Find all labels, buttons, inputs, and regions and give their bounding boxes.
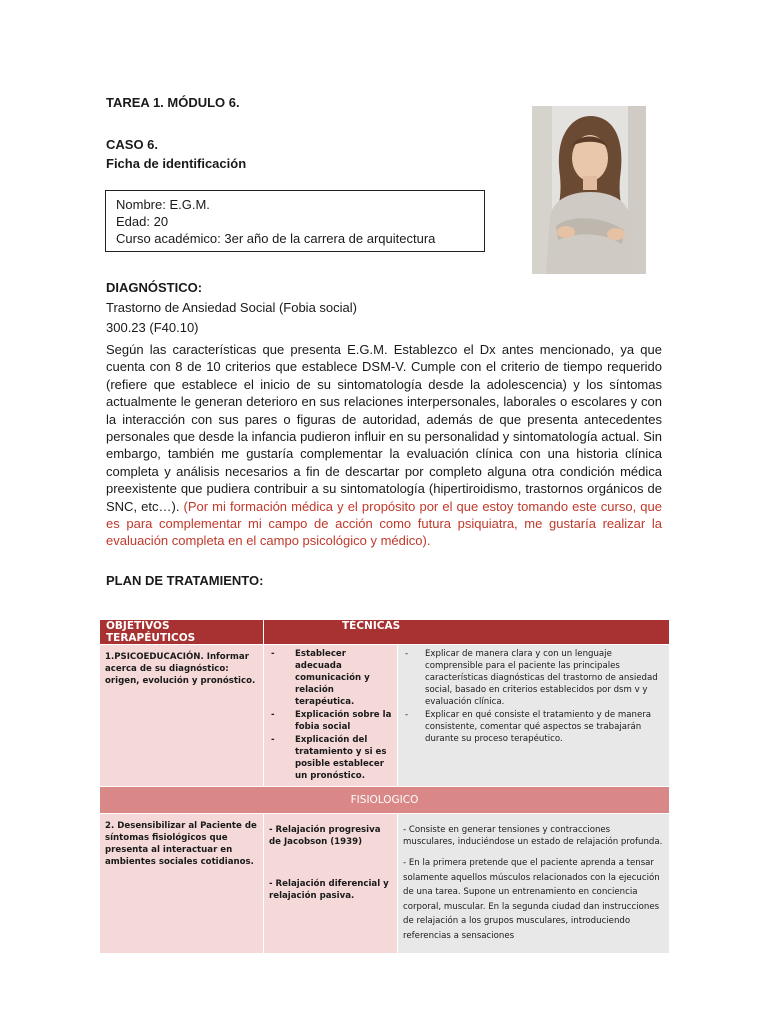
case-number: CASO 6. (106, 137, 159, 152)
techniques-cell (264, 645, 398, 787)
list-item: - Explicar en qué consiste el tratamiento y de manera consistente, comentar qué aspectos se trabajarán durante su proceso terapéutico. (403, 709, 664, 745)
header-techniques (264, 620, 670, 645)
diagnosis-code: 300.23 (F40.10) (106, 320, 199, 335)
treatment-table (99, 619, 670, 954)
objective-cell: 1.PSICOEDUCACIÓN. Informar acerca de su diagnóstico: origen, evolución y pronóstico. (100, 645, 264, 787)
list-item: - Explicación del tratamiento y si es posible establecer un pronóstico. (269, 734, 392, 782)
description-cell (398, 814, 670, 954)
table-header-row (100, 620, 670, 645)
patient-age: Edad: 20 (116, 214, 169, 229)
patient-course: Curso académico: 3er año de la carrera de arquitectura (116, 231, 436, 246)
portrait-photo-icon (532, 106, 646, 274)
section-label: FISIOLOGICO (100, 787, 670, 814)
list-item: - Establecer adecuada comunicación y relación terapéutica. (269, 648, 392, 708)
diagnosis-justification: Según las características que presenta E.G.M. Establezco el Dx antes mencionado, ya que cuenta con 8 de 10 criterios que establece DSM-V. Cumple con el criterio de tiempo requerido (refiere que establece el inicio de su sintomatología desde la adolescencia) y los síntomas actualmente le generan deterioro en sus relaciones interpersonales, laborales o escolares y con la interacción con sus pares o figuras de autoridad, además de que presenta antecedentes personales que desde la infancia pudieron influir en su personalidad y sintomatología actual. Sin embargo, también me gustaría complementar la evaluación clínica con una historia clínica completa y análisis necesarios a fin de descartar por completo alguna otra condición médica preexistente que pudiera contribuir a su sintomatología (hipertiroidismo, trastornos orgánicos de SNC, etc…). (106, 342, 662, 514)
description-differential: - En la primera pretende que el paciente aprenda a tensar solamente aquellos músculos relacionados con la ejecución de una tarea. Supone un entrenamiento en conciencia corporal, muscular. En la segunda ciudad dan instrucciones de relajación a los grupos musculares, introduciendo referencias a sensaciones (403, 858, 660, 941)
diagnosis-paragraph (106, 341, 662, 550)
identification-heading: Ficha de identificación (106, 156, 247, 171)
technique-differential: - Relajación diferencial y relajación pasiva. (269, 879, 389, 901)
table-row (100, 814, 670, 954)
plan-heading: PLAN DE TRATAMIENTO: (106, 573, 264, 588)
list-item: - Explicación sobre la fobia social (269, 709, 392, 733)
list-item: - Explicar de manera clara y con un lenguaje comprensible para el paciente las principales características diagnósticas del trastorno de ansiedad social, basado en criterios establecidos por dsm v y evaluación clínica. (403, 648, 664, 708)
techniques-cell (264, 814, 398, 954)
diagnosis-heading: DIAGNÓSTICO: (106, 280, 203, 295)
description-jacobson: - Consiste en generar tensiones y contracciones musculares, induciéndose un estado de relajación profunda. (403, 825, 663, 847)
technique-jacobson: - Relajación progresiva de Jacobson (1939) (269, 825, 381, 847)
author-note: (Por mi formación médica y el propósito por el que estoy tomando este curso, que es para complementar mi campo de acción como futura psiquiatra, me gustaría realizar la evaluación completa en el campo psicológico y médico). (106, 498, 662, 549)
identification-box (105, 190, 485, 252)
portrait-illustration (532, 106, 646, 274)
header-objectives: OBJETIVOS TERAPÉUTICOS (100, 620, 264, 645)
header-techniques-label: TÉCNICAS (342, 620, 401, 632)
description-cell (398, 645, 670, 787)
diagnosis-name: Trastorno de Ansiedad Social (Fobia social) (106, 300, 357, 315)
section-row (100, 787, 670, 814)
document-title: TAREA 1. MÓDULO 6. (106, 95, 240, 110)
table-row (100, 645, 670, 787)
patient-name: Nombre: E.G.M. (116, 197, 210, 212)
objective-cell: 2. Desensibilizar al Paciente de síntomas fisiológicos que presenta al interactuar en ambientes sociales cotidianos. (100, 814, 264, 954)
